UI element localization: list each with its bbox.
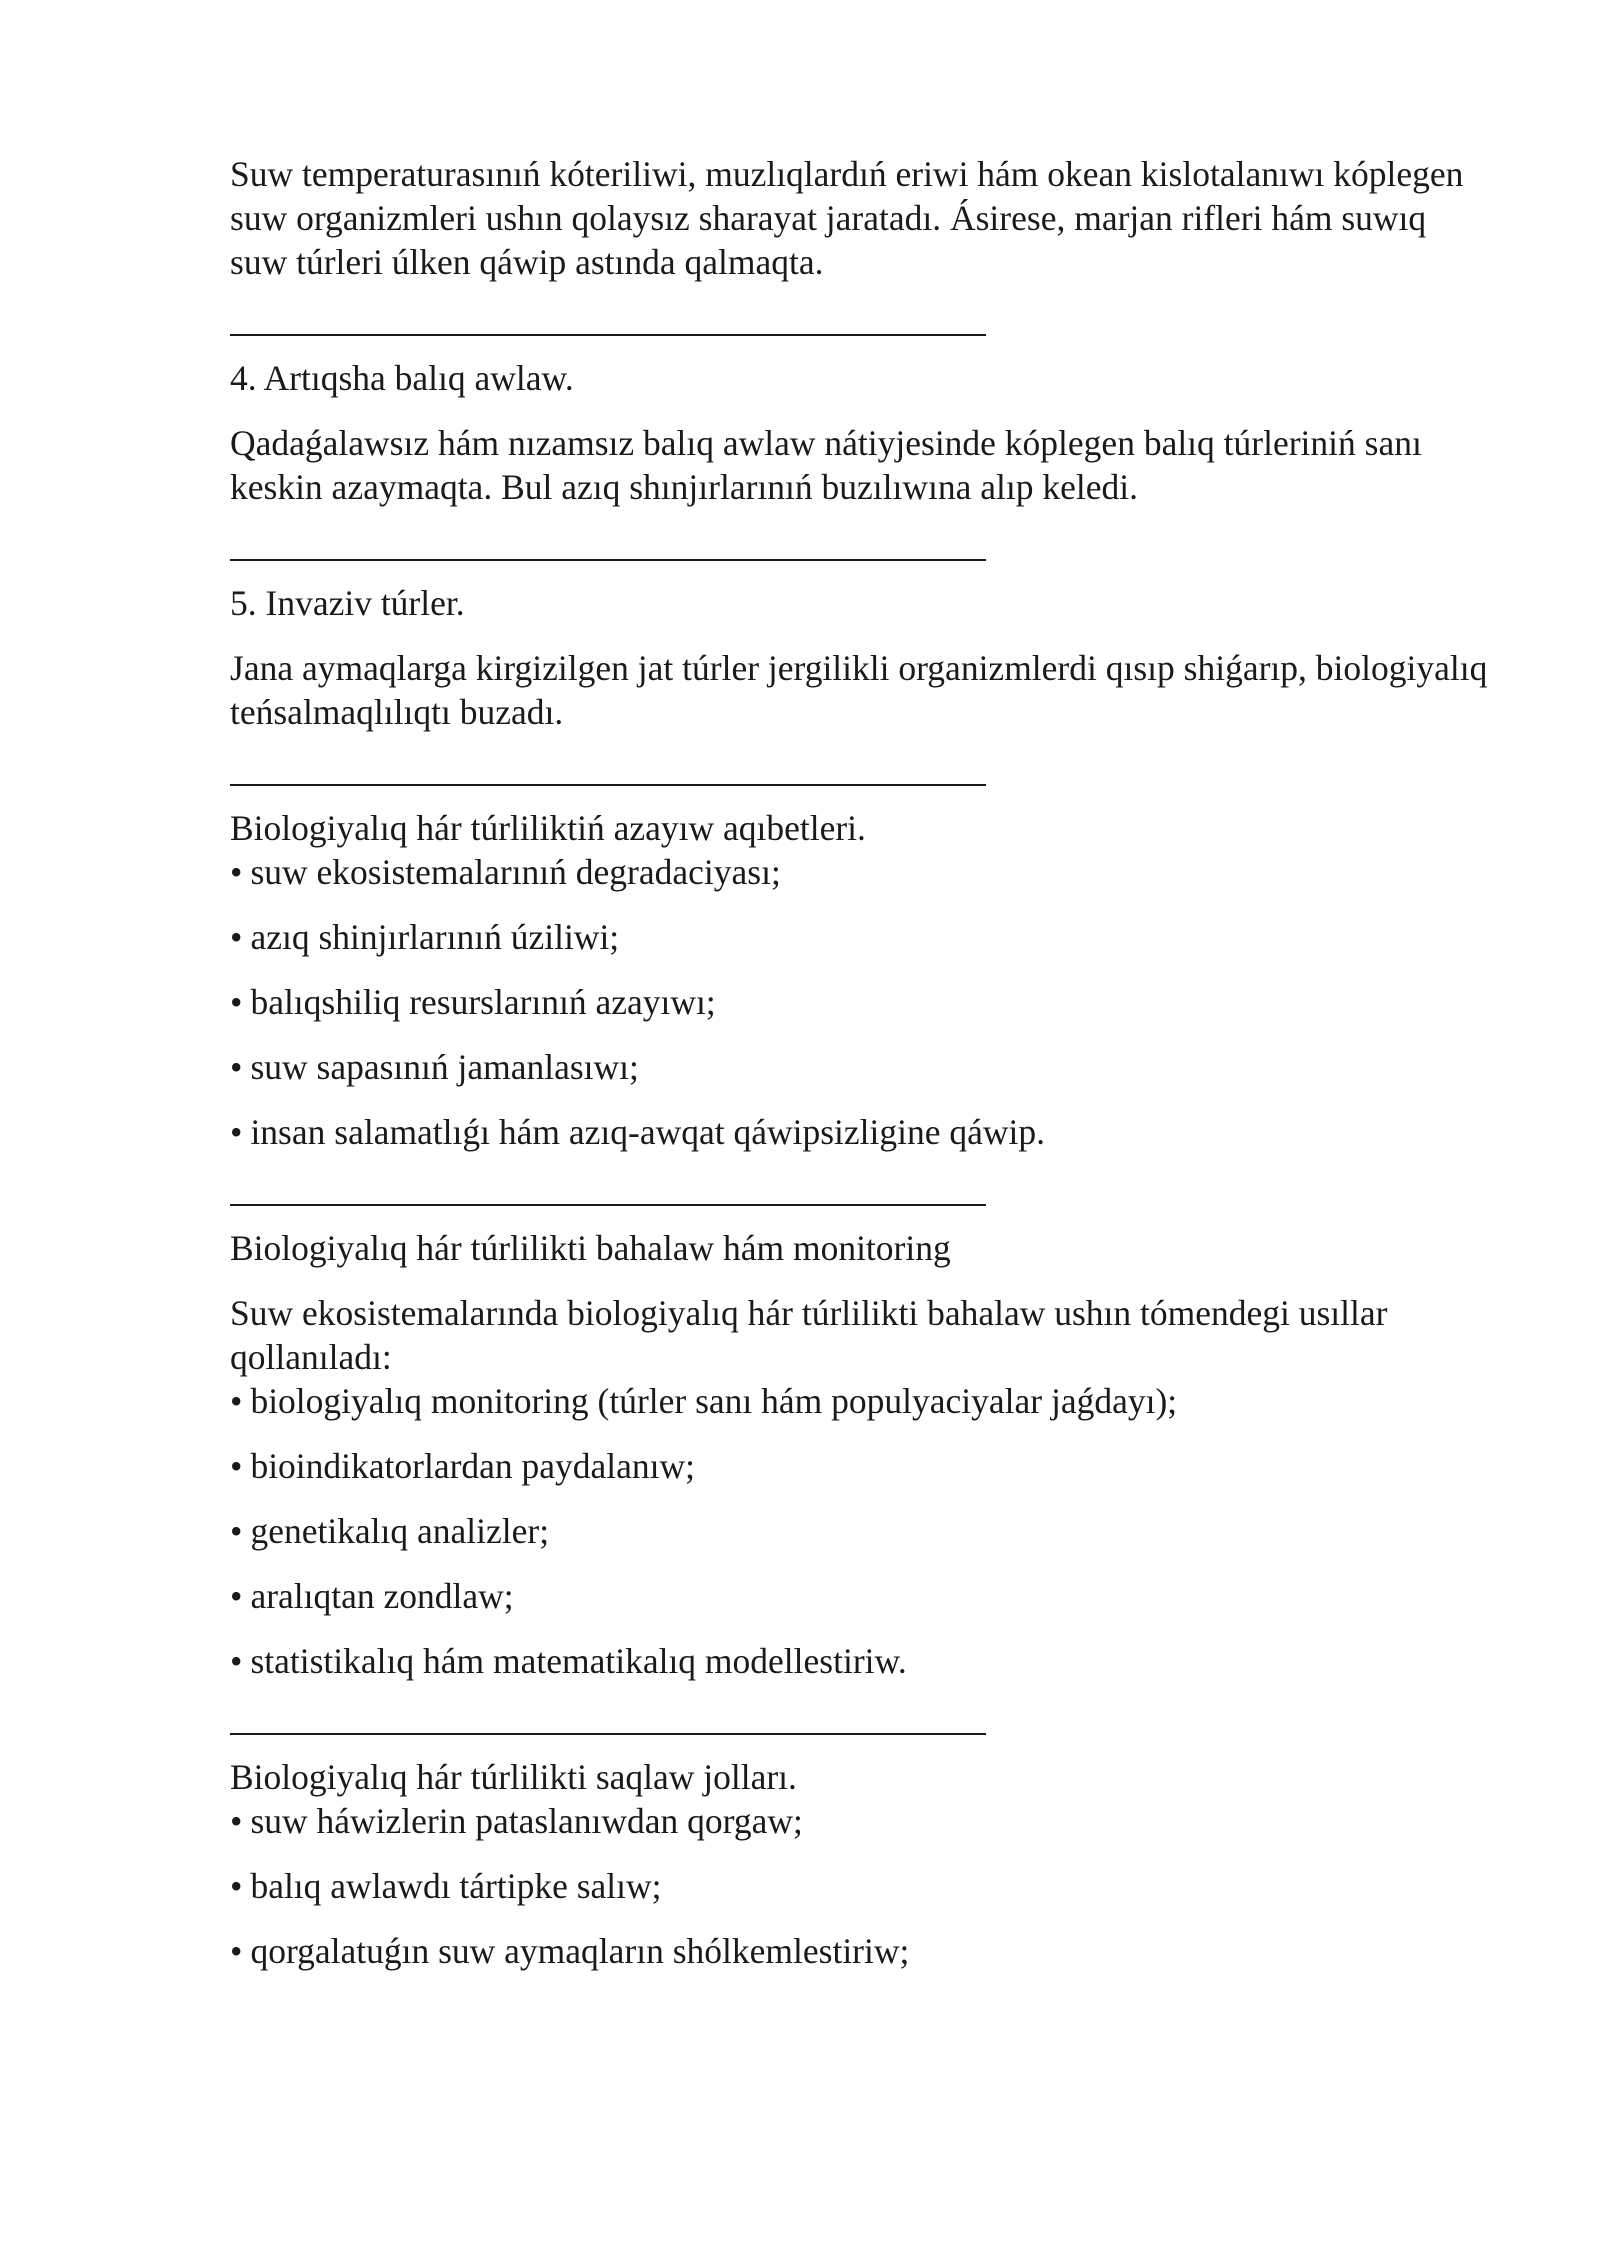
document-page xyxy=(230,152,1490,1973)
list-item-text: azıq shinjırlarınıń úziliwi; xyxy=(250,917,620,957)
list-item-text: balıq awlawdı tártipke salıw; xyxy=(250,1866,662,1906)
monitoring-paragraph: Suw ekosistemalarında biologiyalıq hár túrlilikti bahalaw ushın tómendegi usıllar qollanıladı: xyxy=(230,1293,1388,1377)
consequences-title: Biologiyalıq hár túrliliktiń azayıw aqıbetleri. xyxy=(230,808,866,848)
list-item-text: suw ekosistemalarınıń degradaciyası; xyxy=(250,852,781,892)
bullet-icon: • xyxy=(230,1047,243,1087)
list-item-text: balıqshiliq resurslarınıń azayıwı; xyxy=(250,982,716,1022)
monitoring-list xyxy=(230,1379,1490,1683)
list-item-text: bioindikatorlardan paydalanıw; xyxy=(250,1446,696,1486)
section-4-title: 4. Artıqsha balıq awlaw. xyxy=(230,358,574,398)
bullet-icon: • xyxy=(230,1931,243,1971)
list-item xyxy=(230,1799,1490,1843)
list-item-text: qorgalatuǵın suw aymaqların shólkemlestiriw; xyxy=(250,1931,910,1971)
section-divider xyxy=(230,1204,986,1206)
list-item-text: suw sapasınıń jamanlasıwı; xyxy=(250,1047,639,1087)
bullet-icon: • xyxy=(230,1381,243,1421)
consequences-list xyxy=(230,850,1490,1154)
list-item xyxy=(230,1929,1490,1973)
list-item xyxy=(230,1574,1490,1618)
section-4-paragraph: Qadaǵalawsız hám nızamsız balıq awlaw nátiyjesinde kóplegen balıq túrleriniń sanı keskin azaymaqta. Bul azıq shınjırlarınıń buzılıwına alıp keledi. xyxy=(230,423,1422,507)
list-item-text: aralıqtan zondlaw; xyxy=(250,1576,514,1616)
list-item xyxy=(230,1864,1490,1908)
list-item xyxy=(230,850,1490,894)
intro-paragraph: Suw temperaturasınıń kóteriliwi, muzlıqlardıń eriwi hám okean kislotalanıwı kóplegen suw organizmleri ushın qolaysız sharayat jaratadı. Ásirese, marjan rifleri hám suwıq suw túrleri úlken qáwip astında qalmaqta. xyxy=(230,154,1464,282)
bullet-icon: • xyxy=(230,982,243,1022)
list-item-text: insan salamatlıǵı hám azıq-awqat qáwipsizligine qáwip. xyxy=(250,1112,1046,1152)
bullet-icon: • xyxy=(230,1576,243,1616)
list-item-text: suw háwizlerin pataslanıwdan qorgaw; xyxy=(250,1801,803,1841)
list-item xyxy=(230,1045,1490,1089)
bullet-icon: • xyxy=(230,852,243,892)
monitoring-title: Biologiyalıq hár túrlilikti bahalaw hám monitoring xyxy=(230,1228,951,1268)
list-item xyxy=(230,1110,1490,1154)
section-5-title: 5. Invaziv túrler. xyxy=(230,583,465,623)
list-item-text: statistikalıq hám matematikalıq modellestiriw. xyxy=(250,1641,907,1681)
section-divider xyxy=(230,1733,986,1735)
list-item-text: biologiyalıq monitoring (túrler sanı hám populyaciyalar jaǵdayı); xyxy=(250,1381,1178,1421)
section-5-paragraph: Jana aymaqlarga kirgizilgen jat túrler jergilikli organizmlerdi qısıp shiǵarıp, biologiyalıq teńsalmaqlılıqtı buzadı. xyxy=(230,648,1488,732)
section-divider xyxy=(230,559,986,561)
bullet-icon: • xyxy=(230,1866,243,1906)
list-item xyxy=(230,1509,1490,1553)
section-divider xyxy=(230,334,986,336)
list-item xyxy=(230,1444,1490,1488)
list-item-text: genetikalıq analizler; xyxy=(250,1511,550,1551)
bullet-icon: • xyxy=(230,1801,243,1841)
section-divider xyxy=(230,784,986,786)
bullet-icon: • xyxy=(230,917,243,957)
bullet-icon: • xyxy=(230,1112,243,1152)
bullet-icon: • xyxy=(230,1446,243,1486)
bullet-icon: • xyxy=(230,1641,243,1681)
list-item xyxy=(230,1639,1490,1683)
list-item xyxy=(230,915,1490,959)
bullet-icon: • xyxy=(230,1511,243,1551)
protection-list xyxy=(230,1799,1490,1973)
protection-title: Biologiyalıq hár túrlilikti saqlaw jolları. xyxy=(230,1757,797,1797)
list-item xyxy=(230,980,1490,1024)
list-item xyxy=(230,1379,1490,1423)
